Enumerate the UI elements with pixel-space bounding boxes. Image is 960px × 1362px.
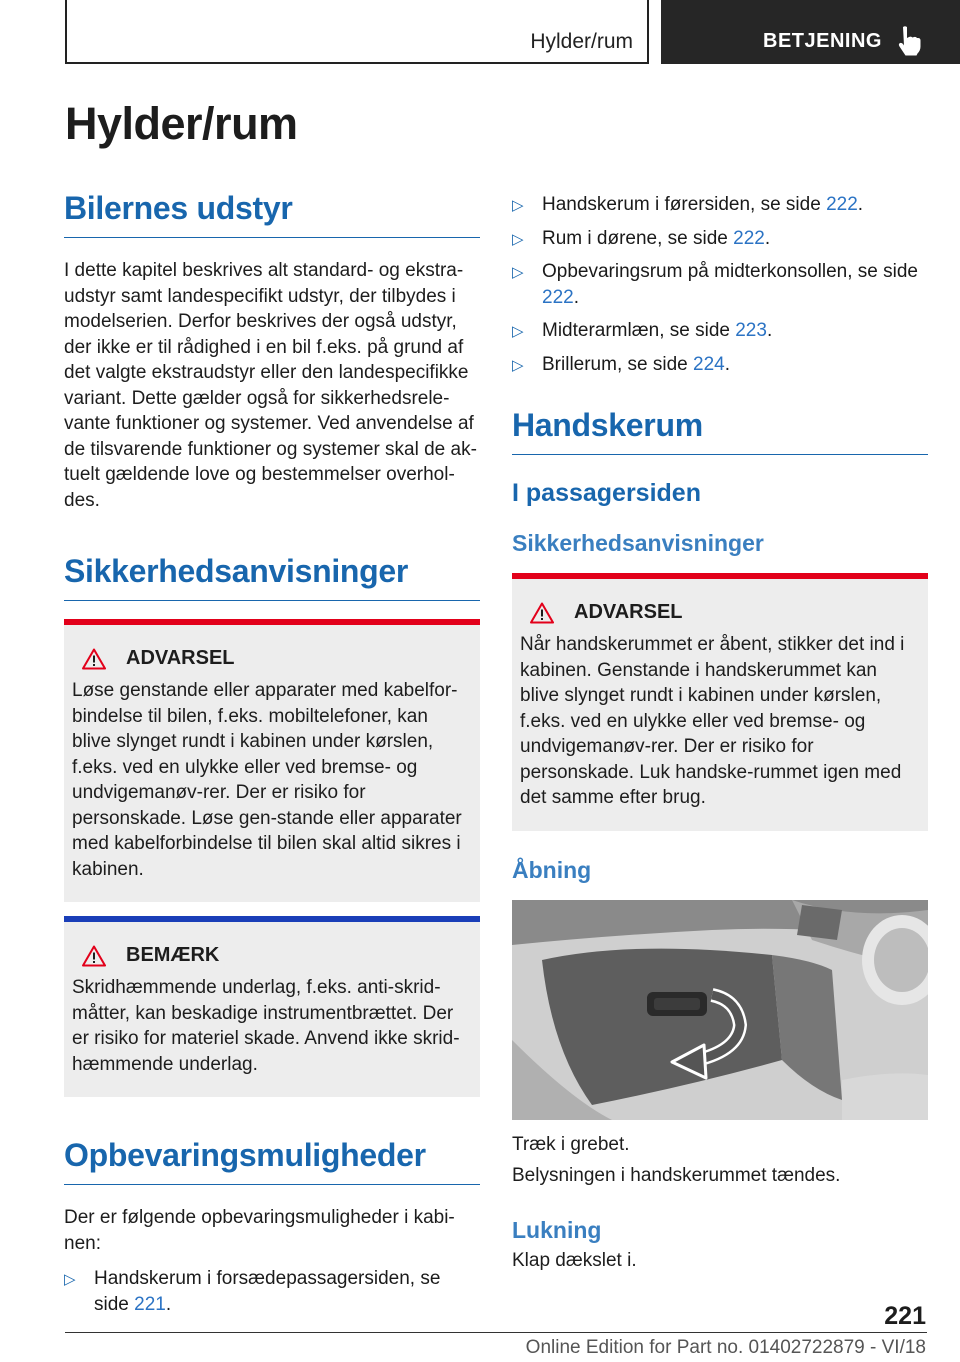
- warning-triangle-icon: [530, 602, 554, 624]
- page-link[interactable]: 222: [733, 227, 765, 249]
- section-title: Hylder/rum: [530, 30, 633, 53]
- list-item: [512, 226, 928, 252]
- heading-i-passagersiden: I passagersiden: [512, 479, 701, 507]
- list-item: [512, 259, 928, 310]
- list-item-text: Rum i dørene, se side: [542, 227, 734, 249]
- left-column: [64, 190, 480, 1325]
- chapter-tab-label: BETJENING: [763, 30, 882, 52]
- triangle-bullet-icon: ▷: [512, 230, 524, 248]
- storage-list-right: [512, 192, 928, 377]
- running-header: [65, 0, 649, 64]
- notice-title-text: BEMÆRK: [126, 944, 220, 966]
- heading-opbevaringsmuligheder: Opbevaringsmuligheder: [64, 1137, 480, 1185]
- page-link[interactable]: 221: [134, 1293, 166, 1315]
- heading-sikkerhedsanvisninger: Sikkerhedsanvisninger: [64, 553, 480, 601]
- triangle-bullet-icon: ▷: [512, 264, 524, 281]
- page-link[interactable]: 222: [826, 194, 858, 215]
- list-item: [512, 318, 928, 344]
- footer-divider: [65, 1332, 927, 1333]
- warning-box-2: [512, 573, 928, 831]
- footer-edition: Online Edition for Part no. 01402722879 - VI/18: [525, 1337, 926, 1358]
- list-item-end: .: [764, 227, 771, 249]
- page-link[interactable]: 224: [693, 353, 725, 375]
- list-item-text: Midterarmlæn, se side: [542, 320, 736, 341]
- paragraph-opbevaring: Der er følgende opbevaringsmuligheder i kabi-nen:: [64, 1207, 455, 1254]
- list-item: [512, 352, 928, 378]
- list-item: [64, 1266, 480, 1317]
- triangle-bullet-icon: ▷: [512, 356, 524, 374]
- list-item-end: .: [724, 353, 730, 375]
- page-link[interactable]: 223: [735, 320, 767, 341]
- paragraph-belysning: Belysningen i handskerummet tændes.: [512, 1165, 841, 1186]
- heading-lukning: Lukning: [512, 1216, 602, 1243]
- heading-handskerum: Handskerum: [512, 407, 928, 455]
- list-item-text: Handskerum i forsædepassagersiden, se side: [94, 1268, 441, 1315]
- page-title: Hylder/rum: [65, 98, 298, 149]
- warning-triangle-icon: [82, 648, 106, 670]
- list-item-text: Handskerum i førersiden, se side: [542, 194, 827, 215]
- list-item-end: .: [857, 194, 864, 215]
- paragraph-klap: Klap dækslet i.: [512, 1249, 637, 1271]
- storage-list-left: [64, 1266, 480, 1317]
- warning-title-text: ADVARSEL: [574, 601, 683, 623]
- warning-title: [72, 647, 468, 670]
- warning-box: [64, 619, 480, 902]
- paragraph-udstyr: I dette kapitel beskrives alt standard- og ekstra-udstyr samt landespecifikt udstyr, der tilbydes i modelserien. Derfor beskrives der også udstyr, der ikke er til rådighed i en bil f.eks. på grund af det valgte ekstraudstyr eller den landespecifikke variant. Dette gælder også for sikkerhedsrele-vante funktioner og systemer. Ved anvendelse af de tilsvarende funktioner og systemer skal de ak-tuelt gældende love og bestemmelser overhol-des.: [64, 260, 477, 511]
- paragraph-traek: Træk i grebet.: [512, 1133, 630, 1155]
- list-item-end: .: [573, 286, 579, 308]
- notice-box: [64, 916, 480, 1097]
- notice-title: [72, 944, 468, 967]
- triangle-bullet-icon: ▷: [64, 1271, 76, 1288]
- list-item-text: Brillerum, se side: [542, 353, 693, 375]
- list-item-text: Opbevaringsrum på midterkonsollen, se side: [542, 261, 918, 282]
- heading-aabning: Åbning: [512, 856, 592, 883]
- list-item-end: .: [766, 320, 773, 341]
- warning-text-2: Når handskerummet er åbent, stikker det ind i kabinen. Genstande i handskerummet kan blive slynget rundt i kabinen under kørslen, f.eks. ved en ulykke eller ved bremse- og undvigemanøv-rer. Der er risiko for personskade. Luk handske-rummet igen med det samme efter brug.: [520, 634, 905, 808]
- triangle-bullet-icon: ▷: [512, 197, 524, 214]
- page-number: 221: [884, 1302, 926, 1330]
- list-item-end: .: [165, 1293, 172, 1315]
- notice-triangle-icon: [82, 945, 106, 967]
- list-item: [512, 192, 928, 218]
- warning-text: Løse genstande eller apparater med kabelfor-bindelse til bilen, f.eks. mobiltelefoner, kan blive slynget rundt i kabinen under kørslen, f.eks. ved en ulykke eller ved bremse- og undvigemanøv-rer. Der er risiko for personskade. Løse gen-stande eller apparater med kabelforbindelse til bilen skal altid sikres i kabinen.: [72, 680, 462, 880]
- page-link[interactable]: 222: [542, 286, 574, 308]
- notice-text: Skridhæmmende underlag, f.eks. anti-skrid-måtter, kan beskadige instrumentbrættet. Der er risiko for materiel skade. Anvend ikke skrid-hæmmende underlag.: [72, 977, 460, 1075]
- chapter-tab[interactable]: [661, 0, 960, 64]
- triangle-bullet-icon: ▷: [512, 323, 524, 340]
- hand-pointer-icon: [894, 25, 922, 57]
- heading-bilernes-udstyr: Bilernes udstyr: [64, 190, 480, 238]
- right-column: [512, 192, 928, 1273]
- warning-title-text: ADVARSEL: [126, 647, 235, 669]
- warning-title-2: [520, 601, 916, 624]
- glovebox-photo: [512, 900, 928, 1120]
- heading-sikkerhedsanvisninger-2: Sikkerhedsanvisninger: [512, 530, 764, 556]
